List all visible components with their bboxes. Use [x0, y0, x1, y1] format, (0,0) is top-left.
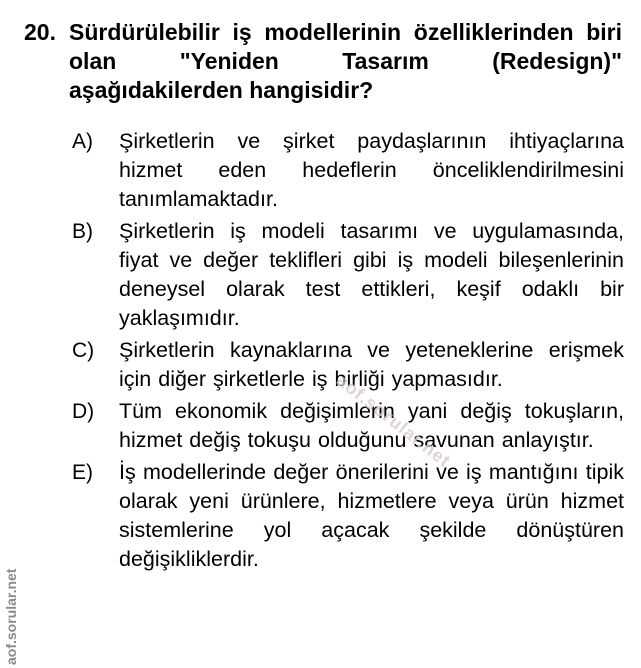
diagonal-watermark: aof.sorular.net	[332, 370, 455, 472]
option-label: A)	[72, 130, 93, 153]
option-label: E)	[72, 461, 93, 484]
option-e[interactable]	[72, 458, 624, 574]
option-d[interactable]	[72, 397, 624, 455]
option-b[interactable]	[72, 217, 624, 333]
option-label: C)	[72, 339, 95, 362]
option-text: İş modellerinde değer önerilerini ve iş mantığını tipik olarak yeni ürünlere, hizmetlere veya ürün hizmet sistemlerine yol açacak şekilde dönüştüren değişikliklerdir.	[119, 460, 624, 571]
option-text: Şirketlerin ve şirket paydaşlarının ihtiyaçlarına hizmet eden hedeflerin önceliklendirilmesini tanımlamaktadır.	[119, 129, 624, 211]
question-text: Sürdürülebilir iş modellerinin özelliklerinden biri olan "Yeniden Tasarım (Redesign)" aşağıdakilerden hangisidir?	[69, 19, 622, 103]
question-number: 20.	[24, 19, 56, 45]
option-text: Tüm ekonomik değişimlerin yani değiş tokuşların, hizmet değiş tokuşu olduğunu savunan anlayıştır.	[119, 399, 624, 452]
option-label: D)	[72, 400, 95, 423]
option-label: B)	[72, 220, 93, 243]
option-text: Şirketlerin kaynaklarına ve yeteneklerine erişmek için diğer şirketlerle iş birliği yapmasıdır.	[119, 338, 624, 391]
side-watermark: aof.sorular.net	[3, 568, 19, 665]
option-text: Şirketlerin iş modeli tasarımı ve uygulamasında, fiyat ve değer teklifleri gibi iş modeli bileşenlerinin deneysel olarak test ettikleri, keşif odaklı bir yaklaşımıdır.	[119, 219, 624, 330]
answer-options	[72, 127, 624, 577]
option-a[interactable]	[72, 127, 624, 214]
